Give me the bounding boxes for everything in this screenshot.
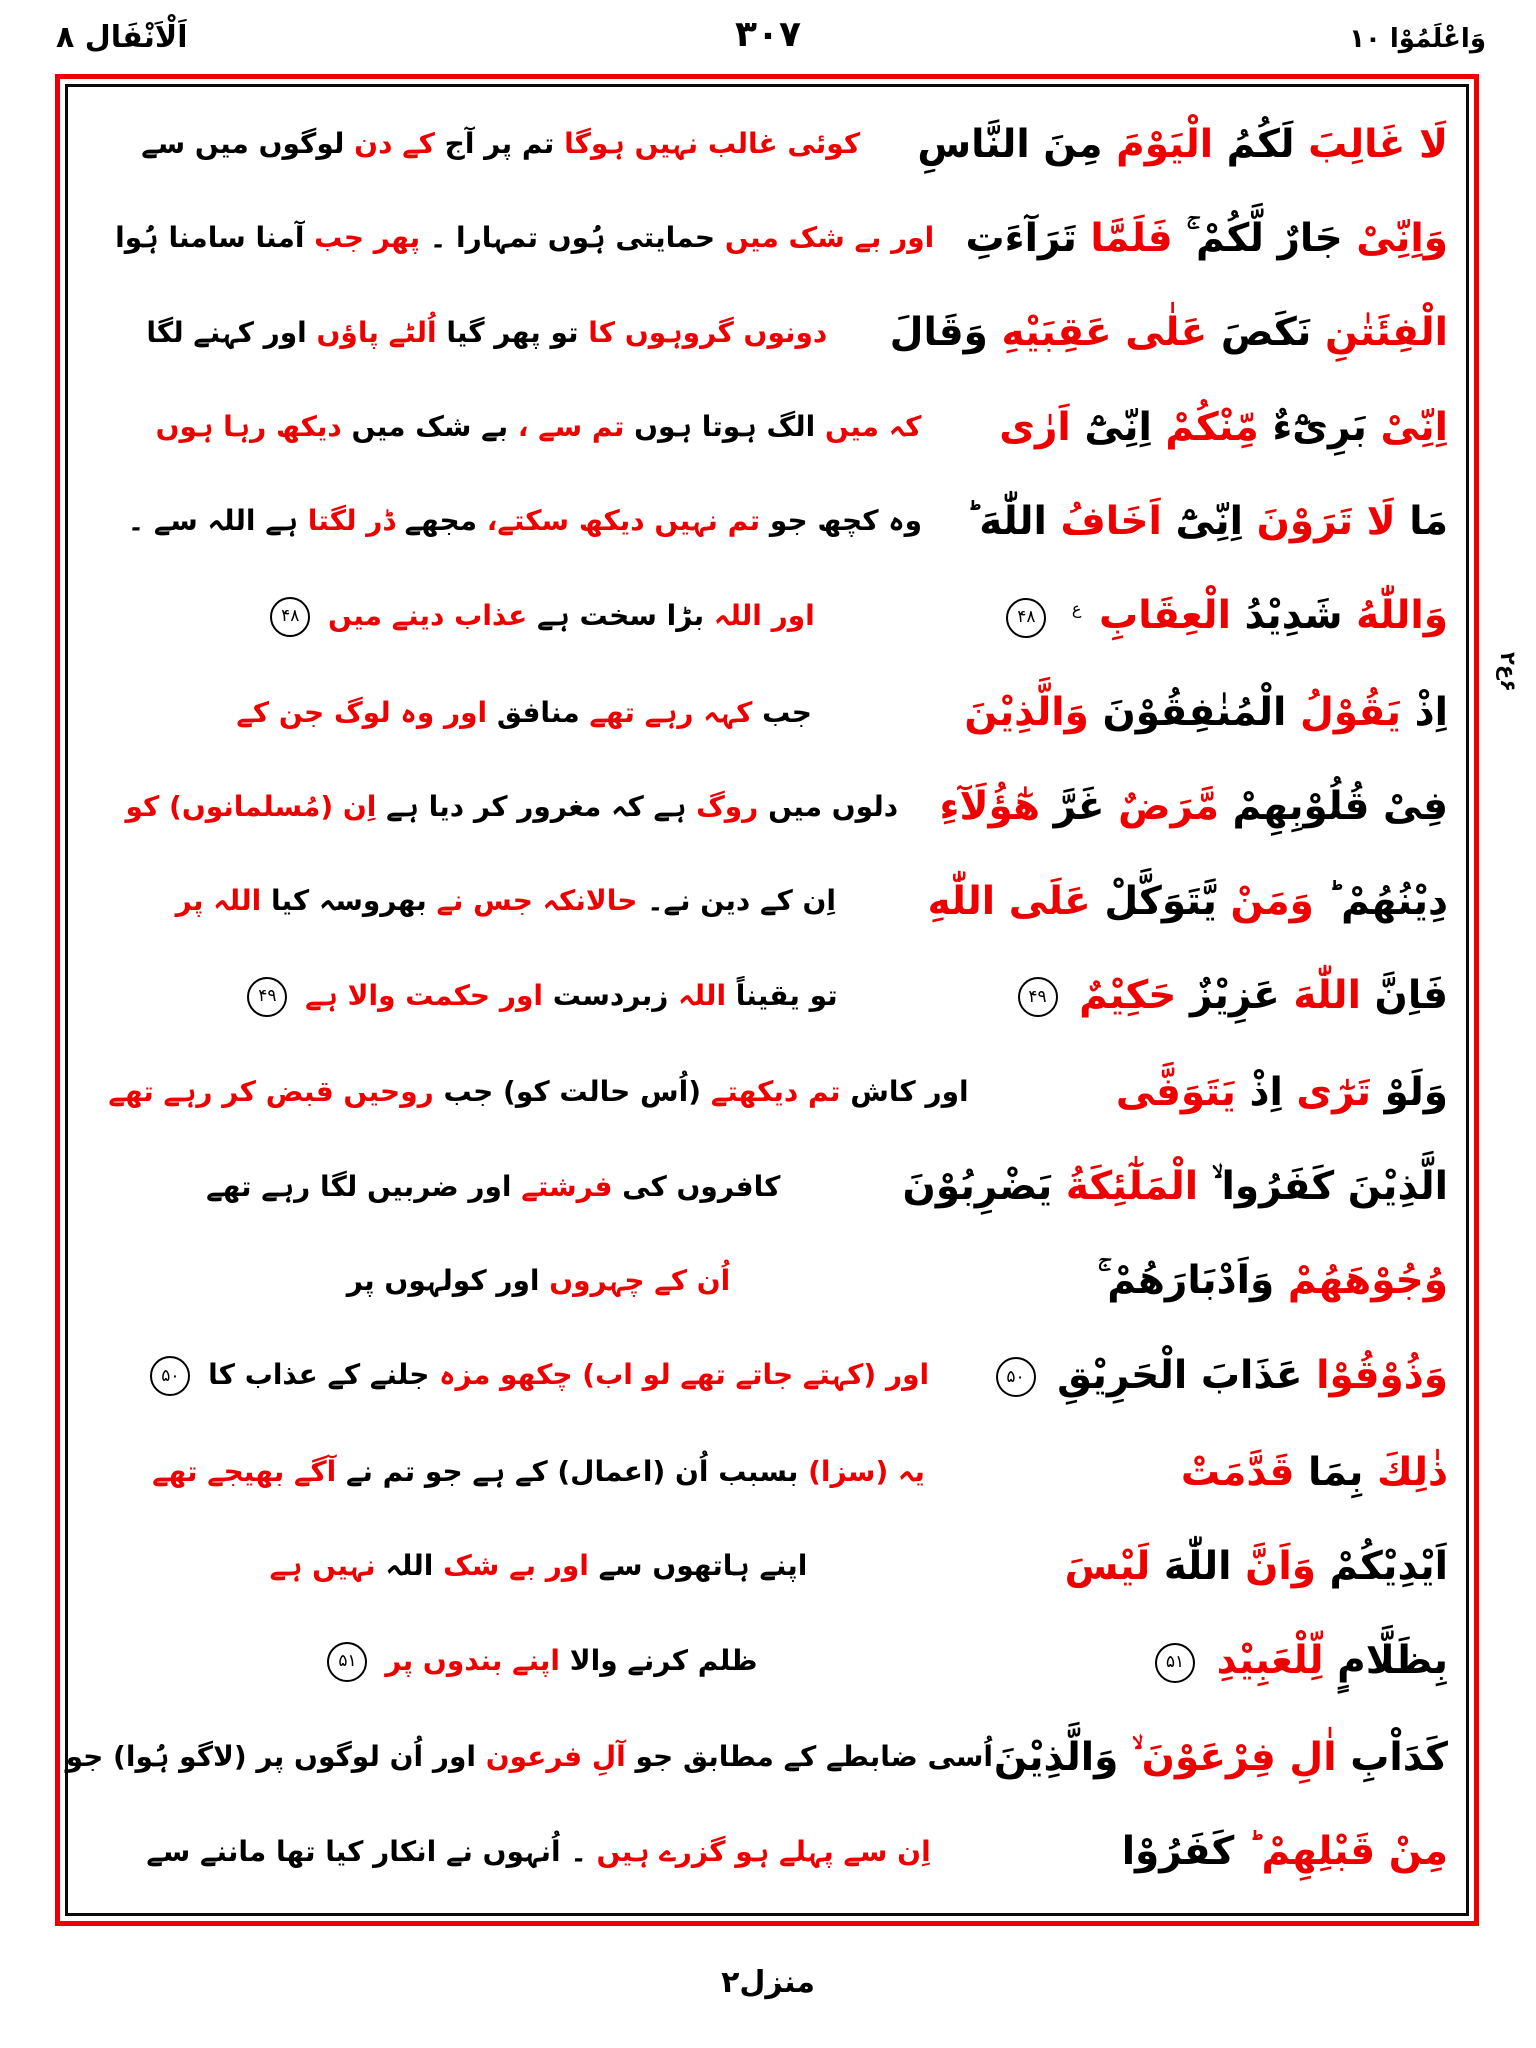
text-segment: کوئی غالب نہیں ہوگا xyxy=(564,127,861,161)
surah-name-label: اَلْاَنْفَال ٨ xyxy=(56,20,188,55)
page-footer xyxy=(0,1965,1536,2000)
text-segment: اُلٹے پاؤں xyxy=(316,315,437,349)
text-segment: فَلَمَّا xyxy=(1090,215,1173,261)
text-row xyxy=(78,665,1448,759)
text-segment: وَقَالَ xyxy=(889,310,988,356)
page-header xyxy=(50,12,1486,68)
text-segment: عَذَابَ الْحَرِیْقِ xyxy=(1057,1352,1303,1398)
text-segment: روگ xyxy=(696,789,759,823)
text-segment: شَدِیْدُ xyxy=(1244,593,1343,639)
text-segment: دیکھ رہا ہوں xyxy=(155,410,342,444)
text-row xyxy=(78,474,1448,568)
text-row xyxy=(78,1328,1448,1425)
text-segment: اِذْ xyxy=(1414,690,1448,736)
text-segment: یَقُوْلُ xyxy=(1300,690,1402,736)
text-segment: اٰلِ فِرْعَوْنَ ۙ xyxy=(1131,1734,1337,1780)
text-segment: مِّنْكُمْ xyxy=(1165,404,1259,450)
verse-number-circle: ۴۹ xyxy=(1018,977,1058,1017)
text-segment: اِن کے دین نے۔ xyxy=(647,884,836,918)
text-segment: بِمَا xyxy=(1308,1449,1364,1495)
text-row xyxy=(78,1045,1448,1139)
verse-number-circle: ۵۰ xyxy=(996,1357,1036,1397)
text-segment: اَرٰی xyxy=(999,404,1071,450)
text-segment: اپنے بندوں پر xyxy=(385,1643,561,1677)
text-segment: وَاِنِّیْ xyxy=(1356,215,1448,261)
urdu-translation-line xyxy=(78,597,993,637)
text-segment: الگ ہوتا ہوں xyxy=(634,410,816,444)
urdu-translation-line xyxy=(78,789,940,823)
text-segment: اور بے شک میں xyxy=(724,221,935,255)
text-segment: کے دن xyxy=(354,127,435,161)
text-segment: فِیْ قُلُوْبِهِمْ xyxy=(1232,784,1448,830)
text-segment: یہ (سزا) xyxy=(808,1455,925,1489)
text-segment: كَدَاْبِ xyxy=(1350,1734,1448,1780)
text-segment: ہے کہ مغرور کر دیا ہے xyxy=(386,789,687,823)
arabic-line xyxy=(902,1164,1448,1210)
arabic-line xyxy=(993,1069,1448,1115)
text-segment: تم دیکھتے xyxy=(710,1075,841,1109)
urdu-translation-line xyxy=(78,977,993,1017)
verse-number-circle: ۵۱ xyxy=(327,1642,367,1682)
text-segment: فرشتے xyxy=(521,1169,613,1203)
text-row xyxy=(78,854,1448,948)
urdu-translation-line xyxy=(78,1075,993,1109)
verse-number-circle: ۵۱ xyxy=(1155,1643,1195,1683)
text-segment: لَا غَالِبَ xyxy=(1308,121,1448,167)
text-segment: اِنِّیْٓ xyxy=(1175,498,1243,544)
text-segment: اور اللہ xyxy=(713,598,815,632)
text-segment: اور (کہتے جاتے تھے لو اب) چکھو مزہ xyxy=(439,1358,930,1392)
text-segment: بسبب اُن (اعمال) کے ہے جو تم نے xyxy=(346,1455,799,1489)
text-segment: اِذْ xyxy=(1249,1069,1283,1115)
urdu-translation-line xyxy=(78,884,928,918)
text-segment: عَلَی اللّٰهِ xyxy=(927,878,1091,924)
text-segment: ۔ اُنہوں نے انکار کیا تھا ماننے سے xyxy=(146,1834,587,1868)
text-segment: (اُس حالت کو) جب xyxy=(443,1075,702,1109)
text-segment: اللہ پر xyxy=(175,884,262,918)
arabic-line xyxy=(993,1638,1448,1684)
urdu-translation-line xyxy=(78,127,917,161)
text-segment: تَرَآءَتِ xyxy=(965,215,1077,261)
text-segment: حمایتی ہُوں تمہارا ۔ xyxy=(429,221,716,255)
text-segment: اور وہ لوگ جن کے xyxy=(236,695,488,729)
text-segment: تم سے ، xyxy=(517,410,625,444)
arabic-line xyxy=(993,972,1448,1018)
arabic-line xyxy=(993,1829,1448,1875)
text-segment: قَدَّمَتْ xyxy=(1180,1449,1295,1495)
urdu-translation-line xyxy=(78,1263,993,1297)
text-segment: ہے اللہ سے ۔ xyxy=(127,504,299,538)
text-segment: وَذُوْقُوْا xyxy=(1316,1352,1448,1398)
urdu-translation-line xyxy=(78,410,993,444)
text-segment: اِن سے پہلے ہو گزرے ہیں xyxy=(596,1834,931,1868)
text-segment: حَكِیْمٌ xyxy=(1079,972,1177,1018)
urdu-translation-line xyxy=(78,315,890,349)
arabic-line xyxy=(964,690,1448,736)
text-segment: حالانکہ جس نے xyxy=(436,884,638,918)
arabic-line xyxy=(889,310,1448,356)
text-segment: فَاِنَّ xyxy=(1374,972,1448,1018)
text-segment: عذاب دینے میں xyxy=(328,598,528,632)
text-segment: لَا تَرَوْنَ xyxy=(1256,498,1396,544)
text-segment: یَضْرِبُوْنَ xyxy=(902,1164,1053,1210)
arabic-line xyxy=(939,784,1448,830)
text-segment: زبردست xyxy=(552,978,669,1012)
text-segment: اللّٰهَ ؕ xyxy=(965,498,1047,544)
urdu-translation-line xyxy=(78,504,966,538)
text-segment: هٰٓؤُلَآءِ xyxy=(939,784,1041,830)
text-segment: دونوں گروہوں کا xyxy=(588,315,828,349)
urdu-translation-line xyxy=(78,1549,993,1583)
text-segment: تم نہیں دیکھ سکتے، xyxy=(486,504,761,538)
text-segment: وَالَّذِیْنَ xyxy=(964,690,1089,736)
text-segment: وُجُوْهَهُمْ xyxy=(1287,1258,1448,1304)
text-segment: اَخَافُ xyxy=(1060,498,1162,544)
text-segment: وَالَّذِیْنَ xyxy=(993,1734,1119,1780)
urdu-translation-line xyxy=(78,1356,988,1396)
text-segment: جلنے کے عذاب کا xyxy=(208,1358,430,1392)
text-row xyxy=(78,1234,1448,1328)
urdu-translation-line xyxy=(78,1642,993,1682)
text-segment: بے شک میں xyxy=(351,410,509,444)
text-segment: وَاَدْبَارَهُمْ ۚ xyxy=(1097,1258,1275,1304)
text-segment: اَیْدِیْكُمْ xyxy=(1329,1543,1448,1589)
text-segment: اللہ xyxy=(678,978,727,1012)
text-segment: اور کاش xyxy=(850,1075,969,1109)
text-segment: نہیں ہے xyxy=(269,1549,376,1583)
text-segment: ذٰلِكَ xyxy=(1377,1449,1448,1495)
text-segment: ظلم کرنے والا xyxy=(569,1643,758,1677)
arabic-line xyxy=(965,498,1448,544)
text-segment: جب xyxy=(762,695,812,729)
urdu-translation-line xyxy=(78,221,965,255)
text-segment: اللّٰهَ xyxy=(1163,1543,1232,1589)
text-segment: اور حکمت والا ہے xyxy=(305,978,543,1012)
page-border-frame xyxy=(55,74,1479,1926)
text-segment: یَّتَوَكَّلْ xyxy=(1104,878,1217,924)
text-row xyxy=(78,948,1448,1045)
arabic-line xyxy=(993,1543,1448,1589)
text-segment: اور کہنے لگا xyxy=(146,315,307,349)
arabic-line xyxy=(993,404,1448,450)
ruku-margin-marker: ۶ع۲ xyxy=(1495,651,1520,693)
text-segment: لوگوں میں سے xyxy=(141,127,345,161)
text-segment: کہ میں xyxy=(825,410,922,444)
arabic-line xyxy=(993,1734,1448,1780)
text-segment: لَیْسَ xyxy=(1064,1543,1151,1589)
text-row xyxy=(78,191,1448,285)
juz-name-label: وَاعْلَمُوْا ۱۰ xyxy=(1349,24,1486,54)
page-border-inner xyxy=(65,84,1469,1916)
text-segment: لِّلْعَبِیْدِ xyxy=(1216,1638,1324,1684)
urdu-translation-line xyxy=(78,695,964,729)
text-segment: اور کولہوں پر xyxy=(346,1263,540,1297)
text-segment: الْیَوْمَ xyxy=(1116,121,1214,167)
text-segment: روحیں قبض کر رہے تھے xyxy=(108,1075,434,1109)
urdu-translation-line xyxy=(78,1169,903,1203)
text-segment: یَتَوَفَّی xyxy=(1115,1069,1236,1115)
text-segment: لَكُمُ xyxy=(1226,121,1295,167)
text-segment: الْعِقَابِ xyxy=(1099,593,1231,639)
text-segment: تو پھر گیا xyxy=(446,315,579,349)
text-segment: عَزِیْزٌ xyxy=(1189,972,1280,1018)
text-row xyxy=(65,1710,1448,1804)
text-segment: غَرَّ xyxy=(1053,784,1105,830)
text-segment: الَّذِیْنَ كَفَرُوا ۙ xyxy=(1211,1164,1448,1210)
text-segment: بڑا سخت ہے xyxy=(536,598,705,632)
text-segment: مِنَ النَّاسِ xyxy=(917,121,1103,167)
text-row xyxy=(78,1614,1448,1711)
text-segment: تو یقیناً xyxy=(735,978,838,1012)
urdu-translation-line xyxy=(78,1455,993,1489)
text-segment: نَكَصَ xyxy=(1220,310,1312,356)
text-segment: اُن کے چہروں xyxy=(549,1263,731,1297)
text-segment: کافروں کی xyxy=(622,1169,781,1203)
text-segment: اور ضربیں لگا رہے تھے xyxy=(206,1169,512,1203)
verse-number-circle: ۴۸ xyxy=(270,597,310,637)
text-segment: وَلَوْ xyxy=(1384,1069,1448,1115)
text-segment: منافق xyxy=(496,695,580,729)
text-segment: اُسی ضابطے کے مطابق جو xyxy=(635,1740,993,1774)
text-segment: دِیْنُهُمْ ؕ xyxy=(1327,878,1448,924)
text-segment: آگے بھیجے تھے xyxy=(152,1455,337,1489)
text-segment: وَاللّٰهُ xyxy=(1356,593,1448,639)
text-segment: بَرِیْٓءٌ xyxy=(1272,404,1367,450)
urdu-translation-line xyxy=(60,1740,993,1774)
text-segment: اِن (مُسلمانوں) کو xyxy=(125,789,377,823)
text-segment: تَرٰٓی xyxy=(1296,1069,1372,1115)
text-segment: اِنِّیْ xyxy=(1380,404,1448,450)
text-segment: وَاَنَّ xyxy=(1245,1543,1316,1589)
text-segment: اپنے ہاتھوں سے xyxy=(598,1549,808,1583)
text-segment: کہہ رہے تھے xyxy=(589,695,753,729)
text-segment: آمنا سامنا ہُوا xyxy=(115,221,305,255)
verse-number-circle: ۴۸ xyxy=(1006,598,1046,638)
text-segment: كَفَرُوْا xyxy=(1121,1829,1235,1875)
text-segment: مَّرَضٌ xyxy=(1118,784,1219,830)
text-segment: آلِ فرعون xyxy=(485,1740,626,1774)
text-segment: مِنْ قَبْلِهِمْ ؕ xyxy=(1247,1829,1448,1875)
text-row xyxy=(78,1139,1448,1233)
text-segment: وہ کچھ جو xyxy=(769,504,923,538)
text-segment: بِظَلَّامٍ xyxy=(1337,1638,1448,1684)
text-segment: الْمُنٰفِقُوْنَ xyxy=(1102,690,1287,736)
text-row xyxy=(78,1805,1448,1899)
text-row xyxy=(78,569,1448,666)
text-segment: اِنِّیْٓ xyxy=(1084,404,1152,450)
manzil-label: منزل۲ xyxy=(721,1965,815,2000)
page-number: ۳۰۷ xyxy=(735,14,801,55)
text-segment: وَمَنْ xyxy=(1230,878,1314,924)
text-segment: اور بے شک xyxy=(443,1549,589,1583)
text-segment: جَارٌ لَّكُمْ ۚ xyxy=(1186,215,1343,261)
text-segment: دلوں میں xyxy=(768,789,899,823)
text-row xyxy=(78,286,1448,380)
text-segment: پھر جب xyxy=(314,221,421,255)
text-row xyxy=(78,97,1448,191)
urdu-translation-line xyxy=(78,1834,993,1868)
text-segment: تم پر آج xyxy=(444,127,555,161)
text-row xyxy=(78,380,1448,474)
text-row xyxy=(78,1425,1448,1519)
verse-number-circle: ۵۰ xyxy=(150,1356,190,1396)
text-segment: مجھے xyxy=(404,504,478,538)
text-segment: عَلٰی عَقِبَیْهِ xyxy=(1001,310,1208,356)
arabic-line xyxy=(993,1258,1448,1304)
text-rows xyxy=(65,97,1448,1899)
text-segment: اللہ xyxy=(385,1549,434,1583)
text-segment: الْمَلٰٓئِكَةُ xyxy=(1065,1164,1199,1210)
text-segment: الْفِئَتٰنِ xyxy=(1324,310,1448,356)
text-segment: بھروسہ کیا xyxy=(270,884,427,918)
text-segment: مَا xyxy=(1409,498,1448,544)
text-segment: اللّٰهَ xyxy=(1293,972,1361,1018)
text-row xyxy=(78,760,1448,854)
ruku-mark: ع xyxy=(1071,599,1082,619)
arabic-line xyxy=(927,878,1448,924)
arabic-line xyxy=(993,593,1448,639)
text-segment: ڈر لگتا xyxy=(307,504,395,538)
text-segment: اور اُن لوگوں پر (لاگو ہُوا) جو xyxy=(65,1740,476,1774)
arabic-line xyxy=(965,215,1448,261)
arabic-line xyxy=(917,121,1448,167)
text-row xyxy=(78,1519,1448,1613)
arabic-line xyxy=(993,1449,1448,1495)
arabic-line xyxy=(988,1352,1449,1398)
verse-number-circle: ۴۹ xyxy=(247,977,287,1017)
